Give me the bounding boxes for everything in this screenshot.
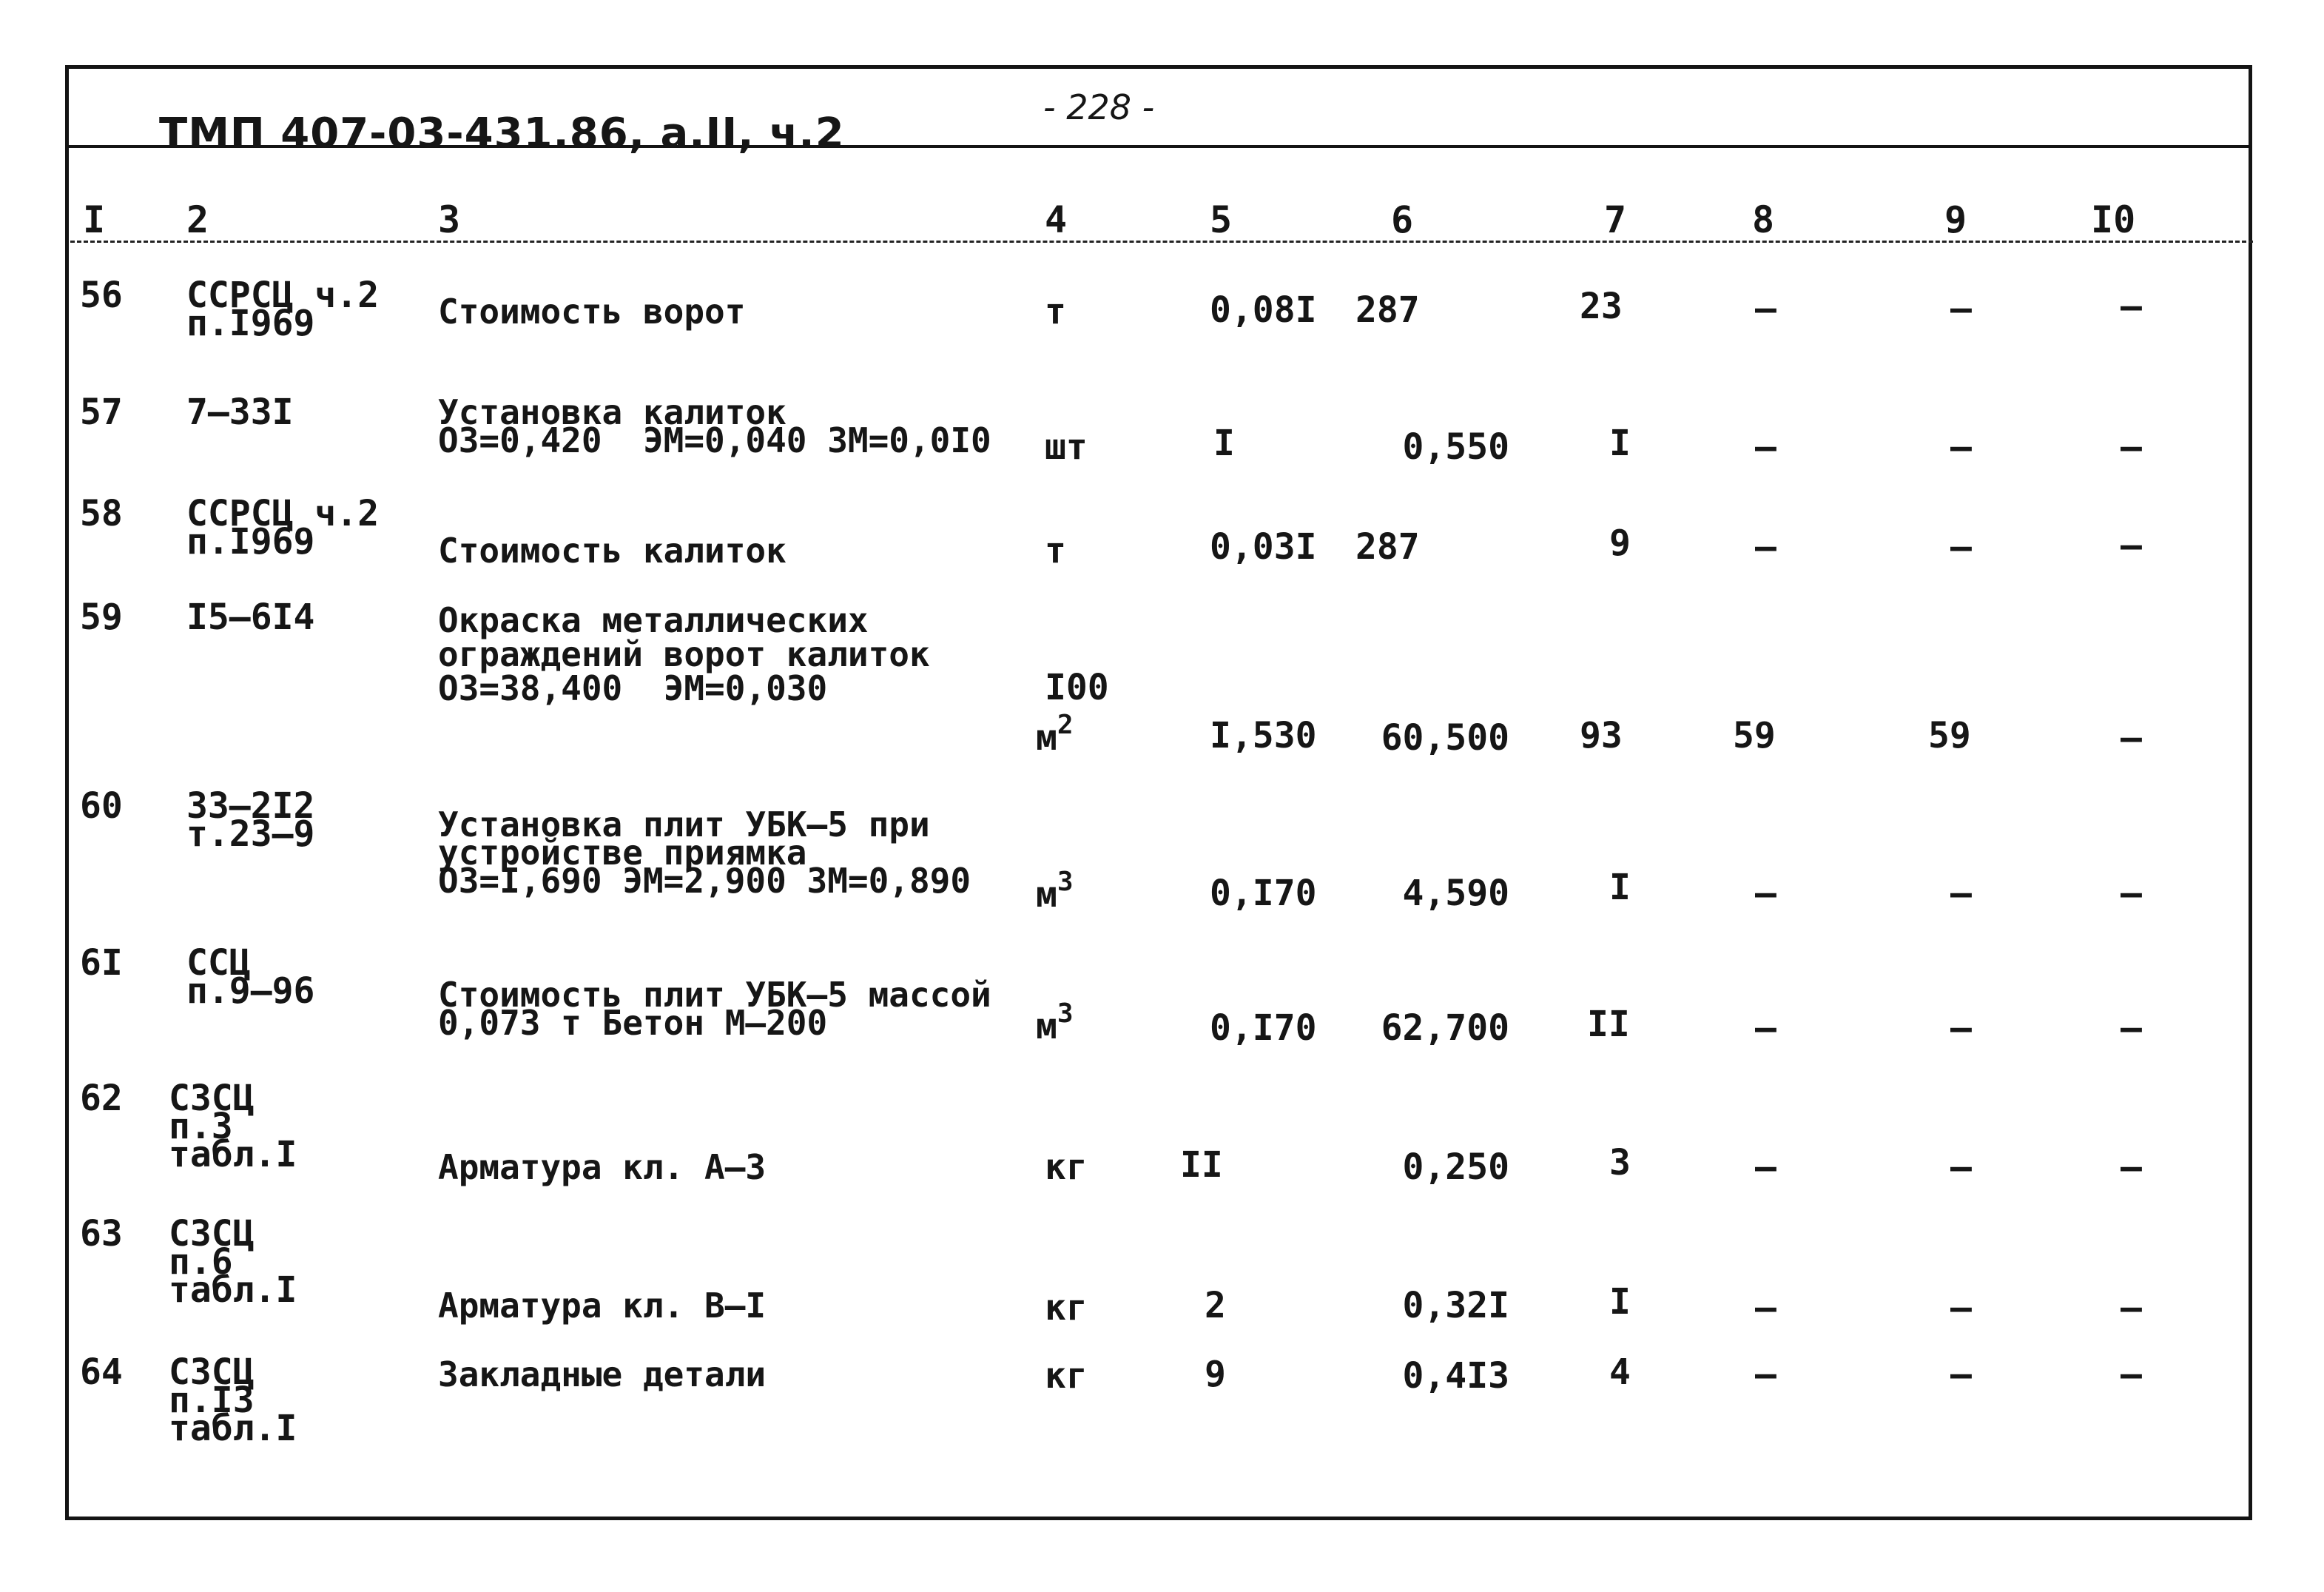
column-9-value: – [1950,873,1972,914]
column-10-value: – [2121,1287,2142,1329]
row-number: 6I [80,942,123,984]
total-cost: 4 [1609,1351,1631,1393]
column-10-value: – [2121,1007,2142,1049]
work-description: Окраска металлических ограждений ворот калиток ОЗ=38,400 ЭМ=0,030 [438,600,930,708]
unit-price: 60,500 [1381,717,1509,759]
unit-price: 0,550 [1402,426,1509,468]
column-9-value: – [1950,1146,1972,1188]
column-8-value: – [1755,873,1776,914]
column-10-value: – [2121,717,2142,759]
column-8-value: – [1755,1146,1776,1188]
unit-price: 287 [1355,289,1420,331]
total-cost: 3 [1609,1142,1631,1183]
unit: т [1045,530,1066,571]
unit: кг [1045,1287,1088,1329]
column-number: I [83,198,106,241]
column-8-value: – [1755,426,1776,468]
column-9-value: – [1950,1354,1972,1395]
column-10-value: – [2121,1146,2142,1188]
column-10-value: – [2121,426,2142,468]
column-10-value: – [2121,873,2142,914]
quantity: 0,I70 [1210,1007,1317,1049]
column-8-value: – [1755,526,1776,568]
column-9-value: – [1950,526,1972,568]
unit-price: 62,700 [1381,1007,1509,1049]
work-description: Установка калиток ОЗ=0,420 ЭМ=0,040 ЗМ=0,0I0 [438,392,991,460]
norm-code: СЗСЦ п.6 табл.I [169,1213,297,1311]
total-cost: I [1609,423,1631,464]
norm-code: I5–6I4 [186,597,315,638]
quantity: 0,08I [1210,289,1317,331]
unit-price: 0,32I [1402,1285,1509,1326]
document-code: ТМП 407-03-431.86, а.II, ч.2 [159,110,845,158]
work-description: Установка плит УБК–5 при устройстве приямка ОЗ=I,690 ЭМ=2,900 ЗМ=0,890 [438,805,971,901]
norm-code: ССРСЦ ч.2 п.I969 [186,275,380,344]
unit: $м^3$ [1036,998,1074,1047]
column-8-value: 59 [1733,715,1776,756]
row-number: 57 [80,392,123,433]
row-number: 56 [80,275,123,316]
total-cost: II [1587,1004,1630,1045]
unit: кг [1045,1146,1088,1188]
column-9-value: – [1950,1007,1972,1049]
quantity: I,530 [1210,715,1317,756]
row-number: 63 [80,1213,123,1255]
quantity: 0,I70 [1210,873,1317,914]
work-description: Стоимость калиток [438,531,787,571]
norm-code: ССРСЦ ч.2 п.I969 [186,493,380,562]
total-cost: 23 [1580,286,1623,327]
quantity: 9 [1205,1354,1226,1395]
unit-multiplier: I00 [1045,667,1109,708]
column-number: 3 [438,198,461,241]
column-8-value: – [1755,1354,1776,1395]
column-9-value: – [1950,426,1972,468]
column-8-value: – [1755,288,1776,329]
work-description: Стоимость ворот [438,292,746,332]
work-description: Стоимость плит УБК–5 массой 0,073 т Бетон М–200 [438,975,991,1043]
norm-code: 7–33I [186,392,294,433]
total-cost: I [1609,867,1631,908]
norm-code: 33–2I2 т.23–9 [186,785,315,855]
total-cost: 9 [1609,523,1631,564]
unit: $м^3$ [1036,867,1074,916]
column-header-underline [70,241,2253,243]
unit-price: 4,590 [1402,873,1509,914]
unit: т [1045,291,1066,332]
norm-code: СЗСЦ п.I3 табл.I [169,1351,297,1449]
column-number: 6 [1391,198,1414,241]
unit: шт [1045,426,1088,468]
work-description: Арматура кл. А–3 [438,1147,767,1187]
work-description: Закладные детали [438,1354,767,1394]
unit-price: 287 [1355,526,1420,568]
norm-code: СЗСЦ п.3 табл.I [169,1078,297,1175]
row-number: 58 [80,493,123,534]
quantity: II [1180,1144,1223,1186]
row-number: 64 [80,1351,123,1393]
column-8-value: – [1755,1007,1776,1049]
column-9-value: 59 [1928,715,1971,756]
quantity: I [1213,423,1235,464]
norm-code: ССЦ п.9–96 [186,942,315,1012]
row-number: 62 [80,1078,123,1119]
column-number: 9 [1944,198,1967,241]
row-number: 59 [80,597,123,638]
unit: кг [1045,1355,1088,1397]
unit: $м^2$ [1036,710,1074,759]
quantity: 2 [1205,1285,1226,1326]
column-10-value: – [2121,525,2142,566]
column-number: 5 [1210,198,1233,241]
total-cost: I [1609,1281,1631,1323]
row-number: 60 [80,785,123,827]
column-number: 7 [1604,198,1627,241]
column-number: 8 [1752,198,1775,241]
column-8-value: – [1755,1287,1776,1329]
quantity: 0,03I [1210,526,1317,568]
total-cost: 93 [1580,715,1623,756]
work-description: Арматура кл. В–I [438,1286,767,1326]
column-number: 4 [1045,198,1068,241]
column-9-value: – [1950,1287,1972,1329]
column-number: I0 [2091,198,2136,241]
column-number: 2 [186,198,209,241]
unit-price: 0,4I3 [1402,1355,1509,1397]
unit-price: 0,250 [1402,1146,1509,1188]
document-frame [65,65,2252,1520]
column-9-value: – [1950,288,1972,329]
column-10-value: – [2121,286,2142,327]
column-10-value: – [2121,1354,2142,1395]
page-number: - 228 - [1043,87,1155,127]
